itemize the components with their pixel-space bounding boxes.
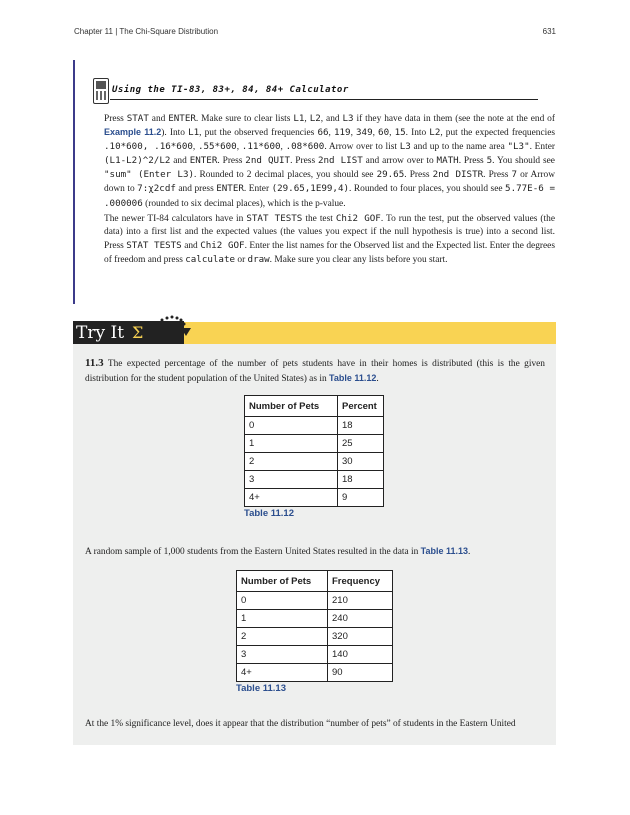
body-text: , put the expected frequencies <box>440 128 556 139</box>
table1-cell: 4+ <box>245 489 338 507</box>
body-text: , and <box>320 114 343 124</box>
calculator-key-text: L3 <box>399 141 411 153</box>
calculator-key-text: 119 <box>333 127 351 139</box>
body-text: . Make sure you clear any lists before you start. <box>269 255 448 266</box>
body-text: , <box>236 142 242 153</box>
table2-cell: 140 <box>328 646 393 664</box>
table1-cell: 18 <box>338 417 384 435</box>
body-text: if they have data in them (see the note at the end of <box>353 114 555 124</box>
body-text: and <box>181 241 201 252</box>
calculator-key-text: MATH <box>436 155 459 167</box>
table1-header-pets: Number of Pets <box>245 396 338 417</box>
body-text: the test <box>302 214 336 224</box>
body-text: . Press <box>217 156 246 167</box>
table1-cell: 0 <box>245 417 338 435</box>
body-text: and arrow over to <box>362 156 437 167</box>
calculator-title-underline <box>110 99 538 100</box>
table1-row <box>245 453 384 471</box>
table-11-12 <box>244 395 384 507</box>
sample-text: A random sample of 1,000 students from the Eastern United States resulted in the data in <box>85 547 421 557</box>
table1-cell: 25 <box>338 435 384 453</box>
table1-cell: 30 <box>338 453 384 471</box>
calculator-key-text: ENTER <box>168 113 196 124</box>
calculator-paragraph-1 <box>104 112 555 211</box>
table2-cell: 1 <box>237 610 328 628</box>
body-text: (rounded to six decimal places), which is the p-value. <box>142 198 346 209</box>
problem-statement <box>85 356 545 386</box>
problem-intro-end: . <box>376 374 379 384</box>
calculator-key-text: calculate <box>185 254 236 266</box>
table2-row <box>237 610 393 628</box>
body-text: , put the observed frequencies <box>199 128 318 139</box>
table-11-12-caption: Table 11.12 <box>244 508 294 519</box>
body-text: . You should see <box>492 156 555 167</box>
page-number: 631 <box>542 27 556 36</box>
calculator-key-text: 2nd DISTR <box>432 169 484 181</box>
body-text: and up to the name area <box>410 142 508 153</box>
calculator-key-text: .11*600 <box>241 141 281 153</box>
calculator-key-text: ENTER <box>189 155 218 167</box>
body-text: , <box>280 142 286 153</box>
body-text: , <box>372 128 379 139</box>
table-11-12-link[interactable]: Table 11.12 <box>328 373 377 383</box>
table-11-13-link[interactable]: Table 11.13 <box>420 546 468 556</box>
body-text: . Enter <box>243 184 272 195</box>
table1-cell: 9 <box>338 489 384 507</box>
calculator-key-text: 29.65 <box>376 169 405 181</box>
body-text: . Arrow over to list <box>324 142 400 153</box>
example-link[interactable]: Example 11.2 <box>104 127 162 138</box>
calculator-key-text: L1 <box>293 113 305 124</box>
body-text: , <box>328 128 334 139</box>
calculator-key-text: "sum" (Enter L3) <box>104 169 195 181</box>
body-text: Press <box>104 114 127 124</box>
calculator-key-text: L2 <box>309 113 321 124</box>
body-text: . Rounded to four places, you should see <box>349 184 506 195</box>
calculator-key-text: STAT <box>126 113 149 124</box>
calculator-key-text: 2nd LIST <box>317 155 363 167</box>
calculator-key-text: 5.77E-6 = .000006 <box>104 183 555 209</box>
calculator-key-text: 7:χ2cdf <box>137 183 176 195</box>
table1-row <box>245 417 384 435</box>
calculator-key-text: 2nd QUIT <box>245 155 291 167</box>
sample-end: . <box>467 547 471 557</box>
calculator-key-text: .10*600, .16*600 <box>104 141 193 153</box>
body-text: and <box>148 114 169 124</box>
table2-row <box>237 664 393 682</box>
calculator-key-text: STAT TESTS <box>126 240 182 252</box>
table1-cell: 2 <box>245 453 338 471</box>
calculator-key-text: STAT TESTS <box>246 213 303 224</box>
problem-number: 11.3 <box>85 357 104 369</box>
body-text: . Enter the list names for the Observed list and the Expected list. Enter the degrees of freedom and press <box>104 241 555 266</box>
table2-header-pets: Number of Pets <box>237 571 328 592</box>
calculator-icon <box>93 78 109 104</box>
table2-row <box>237 628 393 646</box>
calculator-key-text: 15 <box>394 127 406 139</box>
calculator-box-rule <box>73 60 75 304</box>
table2-cell: 2 <box>237 628 328 646</box>
table2-cell: 4+ <box>237 664 328 682</box>
body-text: . Make sure to clear lists <box>195 114 294 124</box>
page-header <box>74 27 556 39</box>
calculator-key-text: "L3" <box>507 141 530 153</box>
body-text: , <box>304 114 310 124</box>
table2-cell: 240 <box>328 610 393 628</box>
body-text: . Press <box>404 170 433 181</box>
calculator-key-text: L1 <box>188 127 200 139</box>
body-text: . Enter <box>529 142 555 153</box>
body-text: , <box>389 128 395 139</box>
body-text: . Press <box>458 156 487 167</box>
body-text: or <box>235 255 248 266</box>
calculator-key-text: .08*600 <box>285 141 325 153</box>
table1-cell: 18 <box>338 471 384 489</box>
table2-cell: 320 <box>328 628 393 646</box>
calculator-box-title: Using the TI-83, 83+, 84, 84+ Calculator <box>112 85 349 95</box>
calculator-key-text: Chi2 GOF <box>335 213 381 224</box>
calculator-key-text: ENTER <box>216 183 244 195</box>
calculator-key-text: .55*600 <box>197 141 237 153</box>
calculator-key-text: L3 <box>342 113 354 124</box>
calculator-key-text: L2 <box>429 127 441 139</box>
body-text: . Into <box>405 128 430 139</box>
body-text: , <box>192 142 198 153</box>
calculator-key-text: Chi2 GOF <box>200 240 245 252</box>
sample-statement <box>85 545 545 559</box>
calculator-key-text: draw <box>247 254 270 266</box>
table1-row <box>245 435 384 453</box>
body-text: , <box>350 128 356 139</box>
table-11-13 <box>236 570 393 682</box>
body-text: . Press <box>290 156 318 167</box>
try-it-text: Try It <box>76 323 125 343</box>
table1-header-percent: Percent <box>338 396 384 417</box>
question-text: At the 1% significance level, does it appear that the distribution “number of pets” of students in the Eastern United <box>85 719 516 729</box>
calculator-key-text: 60 <box>378 127 390 139</box>
table2-row <box>237 592 393 610</box>
table-11-13-caption: Table 11.13 <box>236 683 286 694</box>
calculator-key-text: (L1-L2)^2/L2 <box>104 155 171 167</box>
table1-cell: 3 <box>245 471 338 489</box>
calculator-key-text: 349 <box>356 127 373 139</box>
calculator-key-text: 7 <box>511 169 518 181</box>
table1-row <box>245 471 384 489</box>
body-text: . Press <box>483 170 512 181</box>
body-text: . To run the test, put the observed values (the data) into a first list and the expected values (the values you expect if the null hypothesis is true) into a second list. Press <box>104 214 555 252</box>
problem-intro: The expected percentage of the number of pets students have in their homes is distributed (this is the given distribution for the student population of the United States) as in <box>85 359 545 384</box>
table2-cell: 0 <box>237 592 328 610</box>
dotted-arrow-icon <box>160 314 194 344</box>
sigma-icon: Σ <box>132 323 144 342</box>
body-text: and <box>170 156 190 167</box>
table1-cell: 1 <box>245 435 338 453</box>
body-text: ). Into <box>161 128 189 139</box>
body-text: The newer TI-84 calculators have in <box>104 214 247 224</box>
table2-row <box>237 646 393 664</box>
calculator-key-text: 66 <box>317 127 329 139</box>
body-text: and press <box>175 184 217 195</box>
body-text: or Arrow down to <box>104 170 555 195</box>
calculator-paragraph-2 <box>104 212 555 267</box>
table2-cell: 210 <box>328 592 393 610</box>
calculator-key-text: 5 <box>486 155 493 167</box>
table2-cell: 90 <box>328 664 393 682</box>
table2-header-frequency: Frequency <box>328 571 393 592</box>
chapter-title: Chapter 11 | The Chi-Square Distribution <box>74 27 219 36</box>
calculator-key-text: (29.65,1E99,4) <box>271 183 350 195</box>
table2-cell: 3 <box>237 646 328 664</box>
table1-row <box>245 489 384 507</box>
body-text: . Rounded to 2 decimal places, you should see <box>194 170 377 181</box>
